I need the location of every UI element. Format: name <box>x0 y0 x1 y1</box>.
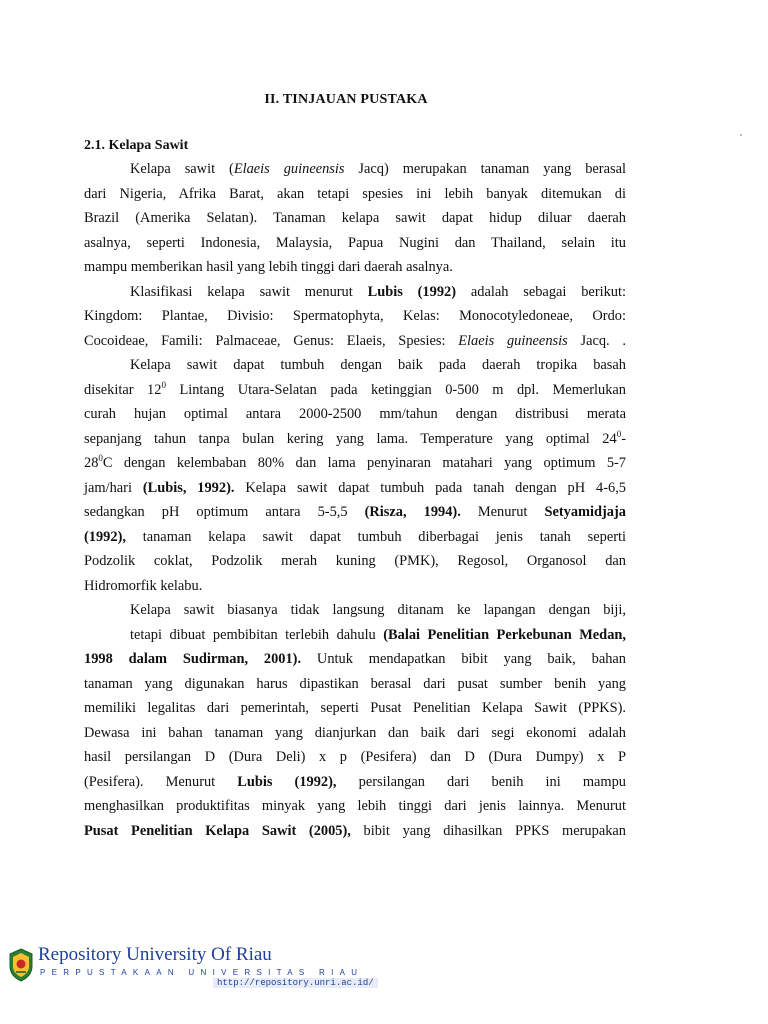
species-name: Elaeis guineensis <box>233 161 345 177</box>
text-run: tanaman kelapa sawit dapat tumbuh diberbagai jenis tanah seperti <box>125 529 626 545</box>
library-subtitle: PERPUSTAKAAN UNIVERSITAS RIAU <box>40 968 364 977</box>
text-line <box>130 160 626 178</box>
text-run: hasil persilangan D (Dura Deli) x p (Pesifera) dan D (Dura Dumpy) x P <box>84 749 626 765</box>
text-line <box>84 503 626 521</box>
text-line <box>84 797 626 815</box>
text-run: Kelapa sawit biasanya tidak langsung ditanam ke lapangan dengan biji, <box>130 602 626 618</box>
text-run: curah hujan optimal antara 2000-2500 mm/tahun dengan distribusi merata <box>84 406 626 422</box>
text-run: Kelapa sawit dapat tumbuh pada tanah dengan pH 4-6,5 <box>234 480 626 496</box>
text-line <box>84 405 626 423</box>
repository-title: Repository University Of Riau <box>38 944 272 965</box>
text-line <box>130 601 626 619</box>
repository-watermark <box>8 944 428 994</box>
text-line <box>84 528 626 546</box>
scan-mark <box>740 134 742 136</box>
text-run: - <box>621 431 626 447</box>
text-run: adalah sebagai berikut: <box>456 284 626 300</box>
citation-text: Pusat Penelitian Kelapa Sawit (2005), <box>84 823 351 839</box>
text-run: dari Nigeria, Afrika Barat, akan tetapi spesies ini lebih banyak ditemukan di <box>84 186 626 202</box>
text-line <box>130 626 626 644</box>
text-line <box>84 209 626 227</box>
text-run: Klasifikasi kelapa sawit menurut <box>130 284 368 300</box>
text-run: memiliki legalitas dari pemerintah, seperti Pusat Penelitian Kelapa Sawit (PPKS). <box>84 700 626 716</box>
text-run: C dengan kelembaban 80% dan lama penyinaran matahari yang optimum 5-7 <box>102 455 626 471</box>
text-line <box>130 356 626 374</box>
citation-text: Lubis (1992) <box>367 284 457 300</box>
text-run: disekitar 12 <box>84 382 162 398</box>
text-run: Jacq) merupakan tanaman yang berasal <box>344 161 626 177</box>
text-run: asalnya, seperti Indonesia, Malaysia, Papua Nugini dan Thailand, selain itu <box>84 235 626 251</box>
text-run: menghasilkan produktifitas minyak yang lebih tinggi dari jenis lainnya. Menurut <box>84 798 626 814</box>
text-run: jam/hari <box>84 480 143 496</box>
text-line <box>84 724 626 742</box>
text-run: tetapi dibuat pembibitan terlebih dahulu <box>130 627 384 643</box>
text-run: Brazil (Amerika Selatan). Tanaman kelapa sawit dapat hidup diluar daerah <box>84 210 626 226</box>
text-line <box>84 650 626 668</box>
text-run: Dewasa ini bahan tanaman yang dianjurkan dan baik dari segi ekonomi adalah <box>84 725 626 741</box>
superscript: 0 <box>98 453 103 463</box>
superscript: 0 <box>161 380 166 390</box>
text-run: sedangkan pH optimum antara 5-5,5 <box>84 504 365 520</box>
text-run: 28 <box>84 455 99 471</box>
text-run: Untuk mendapatkan bibit yang baik, bahan <box>301 651 626 667</box>
text-run: (Pesifera). Menurut <box>84 774 238 790</box>
citation-text: 1998 dalam Sudirman, 2001). <box>84 651 302 667</box>
text-run: Kelapa sawit dapat tumbuh dengan baik pada daerah tropika basah <box>130 357 626 373</box>
text-line <box>84 185 626 203</box>
species-name: Elaeis guineensis <box>458 333 568 349</box>
text-line <box>84 479 626 497</box>
text-line <box>84 822 626 840</box>
text-line <box>84 258 626 276</box>
text-run: bibit yang dihasilkan PPKS merupakan <box>350 823 626 839</box>
text-line <box>84 454 626 472</box>
citation-text: (Risza, 1994). <box>364 504 461 520</box>
citation-text: (1992), <box>84 529 126 545</box>
text-run: sepanjang tahun tanpa bulan kering yang lama. Temperature yang optimal 24 <box>84 431 617 447</box>
text-run: Jacq. . <box>567 333 626 349</box>
text-line <box>84 577 626 595</box>
text-line <box>84 675 626 693</box>
text-line <box>84 552 626 570</box>
text-run: persilangan dari benih ini mampu <box>336 774 626 790</box>
text-line <box>84 307 626 325</box>
text-run: Menurut <box>460 504 545 520</box>
superscript: 0 <box>616 429 622 439</box>
text-line <box>84 234 626 252</box>
text-run: Kelapa sawit ( <box>130 161 234 177</box>
citation-text: (Balai Penelitian Perkebunan Medan, <box>383 627 626 643</box>
citation-text: (Lubis, 1992). <box>142 480 235 496</box>
citation-text: Setyamidjaja <box>544 504 626 520</box>
text-line <box>84 332 626 350</box>
text-run: Kingdom: Plantae, Divisio: Spermatophyta, Kelas: Monocotyledoneae, Ordo: <box>84 308 626 324</box>
text-line <box>130 283 626 301</box>
text-run: tanaman yang digunakan harus dipastikan berasal dari pusat sumber benih yang <box>84 676 626 692</box>
university-riau-emblem-icon <box>8 948 34 982</box>
text-run: Lintang Utara-Selatan pada ketinggian 0-500 m dpl. Memerlukan <box>165 382 627 398</box>
text-run: Cocoideae, Famili: Palmaceae, Genus: Elaeis, Spesies: <box>84 333 459 349</box>
text-line <box>84 748 626 766</box>
text-run: Podzolik coklat, Podzolik merah kuning (PMK), Regosol, Organosol dan <box>84 553 626 569</box>
text-line <box>84 699 626 717</box>
citation-text: Lubis (1992), <box>237 774 337 790</box>
repository-url[interactable]: http://repository.unri.ac.id/ <box>213 978 378 988</box>
text-run: Hidromorfik kelabu. <box>84 578 203 594</box>
text-run: mampu memberikan hasil yang lebih tinggi dari daerah asalnya. <box>84 259 453 275</box>
text-line <box>84 430 626 448</box>
section-heading: 2.1. Kelapa Sawit <box>84 138 189 153</box>
chapter-title: II. TINJAUAN PUSTAKA <box>264 92 428 107</box>
text-line <box>84 773 626 791</box>
text-line <box>84 381 626 399</box>
